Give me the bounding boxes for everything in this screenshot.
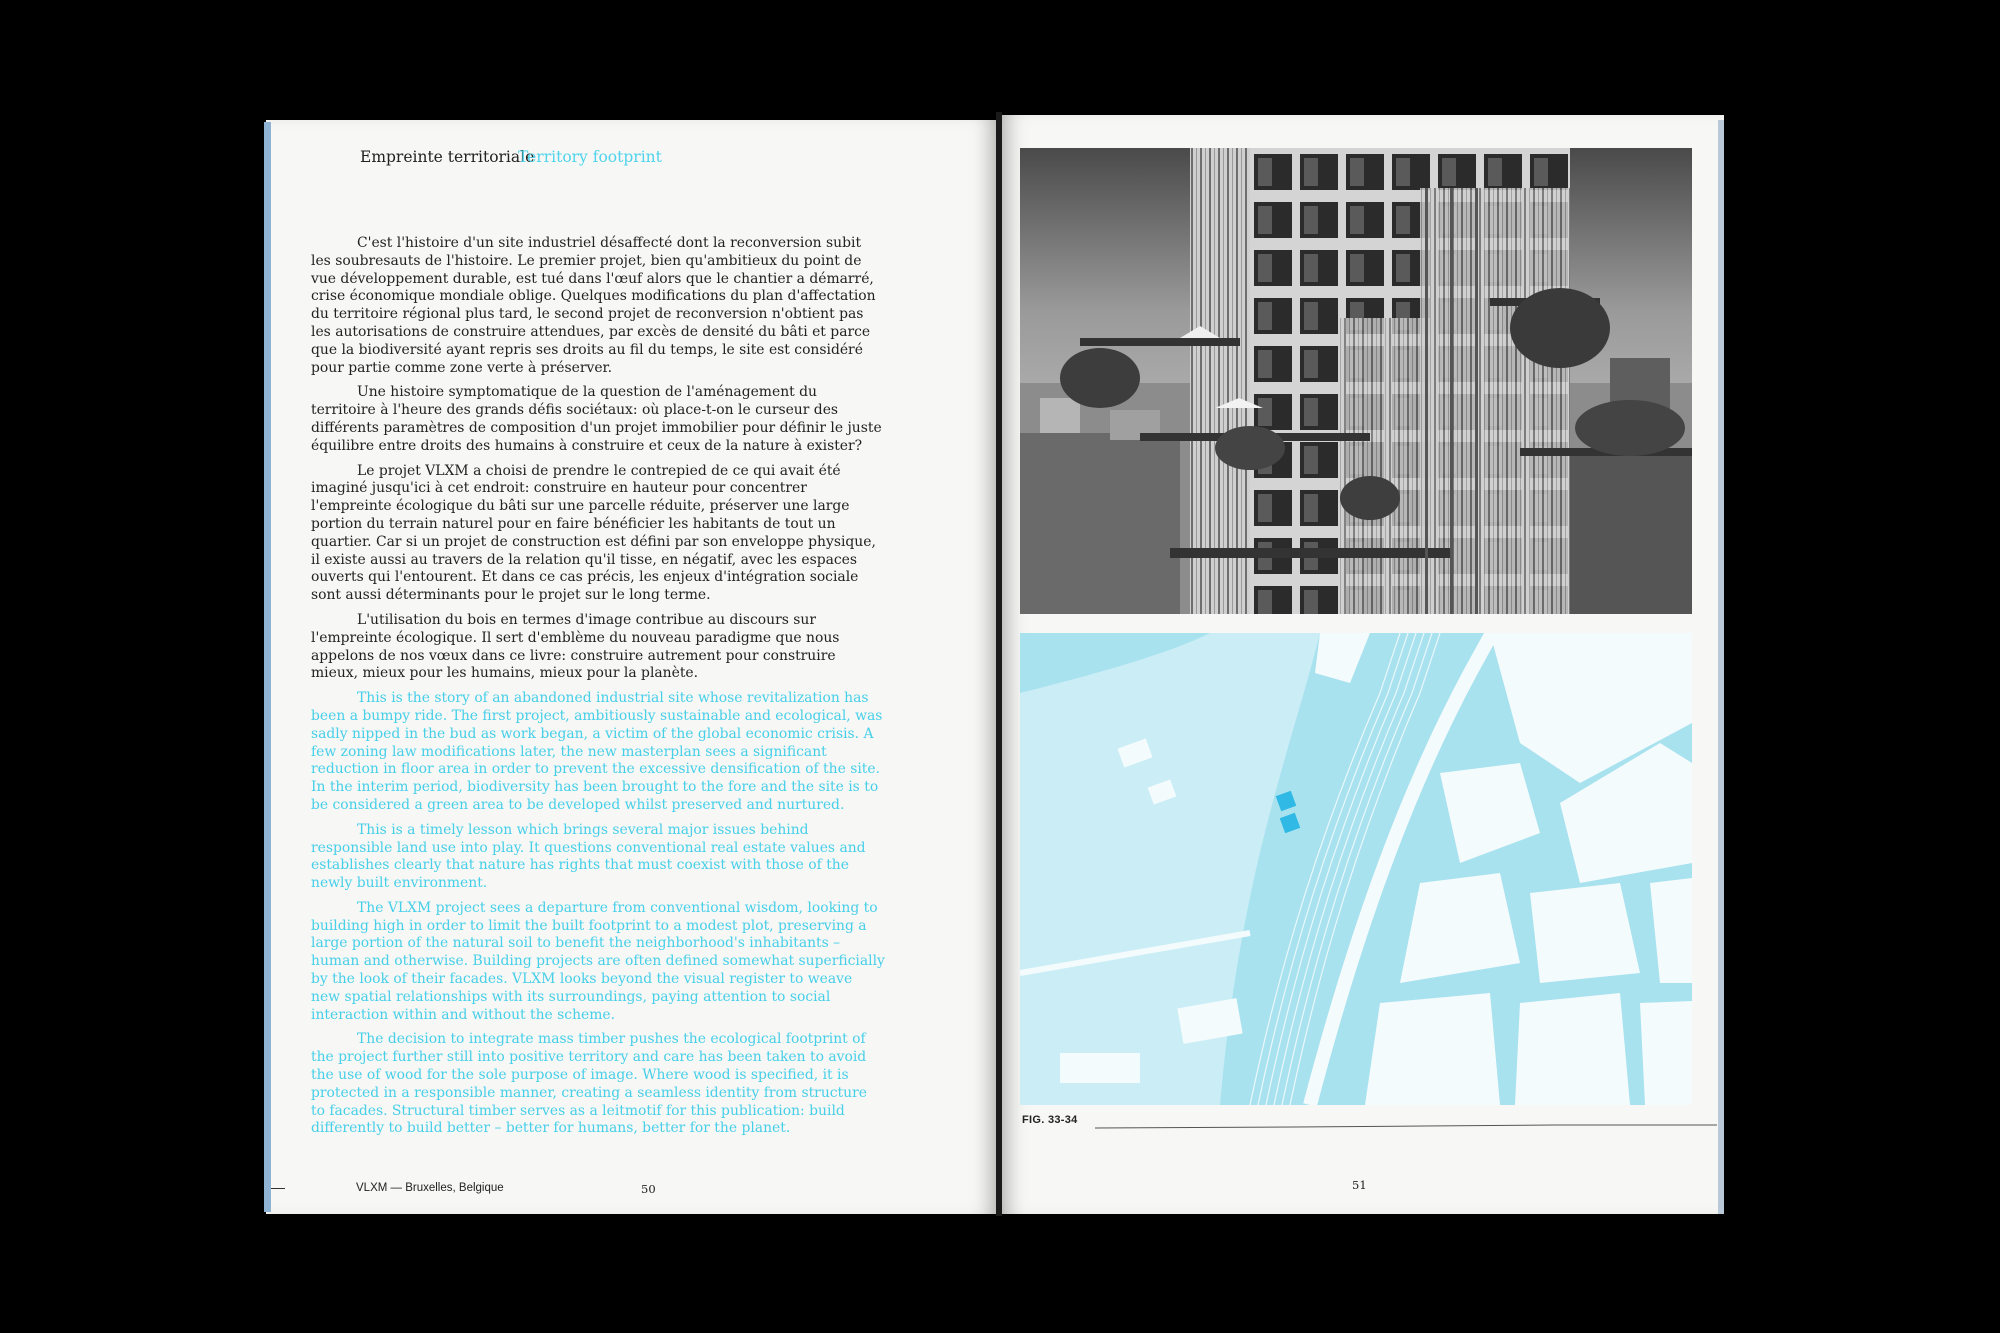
footer-label: VLXM — Bruxelles, Belgique xyxy=(356,1182,504,1194)
figure-caption: FIG. 33-34 xyxy=(1022,1114,1078,1126)
page-number-right: 51 xyxy=(1352,1178,1367,1192)
paragraph-en: This is the story of an abandoned industrial site whose revitalization has been a bumpy ride. The first project, ambitiously sustainable and ecological, was sadly nipped in the bud as work began, a victim of the global economic crisis. A few zoning law modifications later, the new masterplan sees a significant reduction in floor area in order to prevent the excessive densification of the site. In the interim period, biodiversity has been brought to the fore and the site is to be considered a green area to be developed whilst preserved and nurtured. xyxy=(311,690,883,813)
paragraph-fr: L'utilisation du bois en termes d'image contribue au discours sur l'empreinte écologique. Il sert d'emblème du nouveau paradigme que nous appelons de nos vœux dans ce livre: construire autrement pour construire mieux, mieux pour les humains, mieux pour la planète. xyxy=(311,611,840,682)
paragraph-fr: C'est l'histoire d'un site industriel désaffecté dont la reconversion subit les soubresauts de l'histoire. Le premier projet, bien qu'ambitieux du point de vue développement durable, est tué dans l'œuf alors que le chantier a démarré, crise économique mondiale oblige. Quelques modifications du plan d'affectation du territoire régional plus tard, le second projet de reconversion n'obtient pas les autorisations de construire attendues, par excès de densité du bâti et parce que la biodiversité ayant repris ses droits au fil du temps, le site est considéré pour partie comme zone verte à préserver. xyxy=(311,235,876,376)
paragraph-en: This is a timely lesson which brings several major issues behind responsible land use into play. It questions conventional real estate values and establishes clearly that nature has rights that must coexist with those of the newly built environment. xyxy=(311,821,866,892)
header-title-fr: Empreinte territoriale xyxy=(360,148,535,166)
header-title-en: Territory footprint xyxy=(518,148,662,166)
paragraph-en: The VLXM project sees a departure from conventional wisdom, looking to building high in order to limit the built footprint to a modest plot, preserving a large portion of the natural soil to benefit the neighborhood's inhabitants – human and otherwise. Building projects are often defined somewhat superficially by the look of their facades. VLXM looks beyond the visual register to weave new spatial relationships with its surroundings, paying attention to social interaction within and without the scheme. xyxy=(311,899,885,1023)
paragraph-en: The decision to integrate mass timber pushes the ecological footprint of the project further still into positive territory and care has been taken to avoid the use of wood for the sole purpose of image. Where wood is specified, it is protected in a responsible manner, creating a seamless identity from structure to facades. Structural timber serves as a leitmotif for this publication: build differently to build better – better for humans, better for the planet. xyxy=(311,1031,867,1137)
margin-dash xyxy=(271,1188,285,1189)
book-gutter xyxy=(996,112,1002,1216)
page-edge xyxy=(1718,120,1724,1214)
body-text xyxy=(311,235,885,1145)
building-photo xyxy=(1020,148,1692,614)
page-edge xyxy=(264,122,271,1212)
caption-rule xyxy=(1095,1120,1717,1134)
page-number-left: 50 xyxy=(641,1182,656,1196)
site-map xyxy=(1020,633,1692,1105)
paragraph-fr: Le projet VLXM a choisi de prendre le contrepied de ce qui avait été imaginé jusqu'ici à cet endroit: construire en hauteur pour concentrer l'empreinte écologique du bâti sur une parcelle réduite, préserver une large portion du terrain naturel pour en faire bénéficier les habitants de tout un quartier. Car si un projet de construction est défini par son enveloppe physique, il existe aussi au travers de la relation qu'il tisse, en négatif, avec les espaces ouverts qui l'entourent. Et dans ce cas précis, les enjeux d'intégration sociale sont aussi déterminants pour le projet sur le long terme. xyxy=(311,462,876,604)
paragraph-fr: Une histoire symptomatique de la question de l'aménagement du territoire à l'heure des grands défis sociétaux: où place-t-on le curseur des différents paramètres de composition d'un projet immobilier pour définir le juste équilibre entre droits des humains à construire et ceux de la nature à exister? xyxy=(311,384,882,454)
